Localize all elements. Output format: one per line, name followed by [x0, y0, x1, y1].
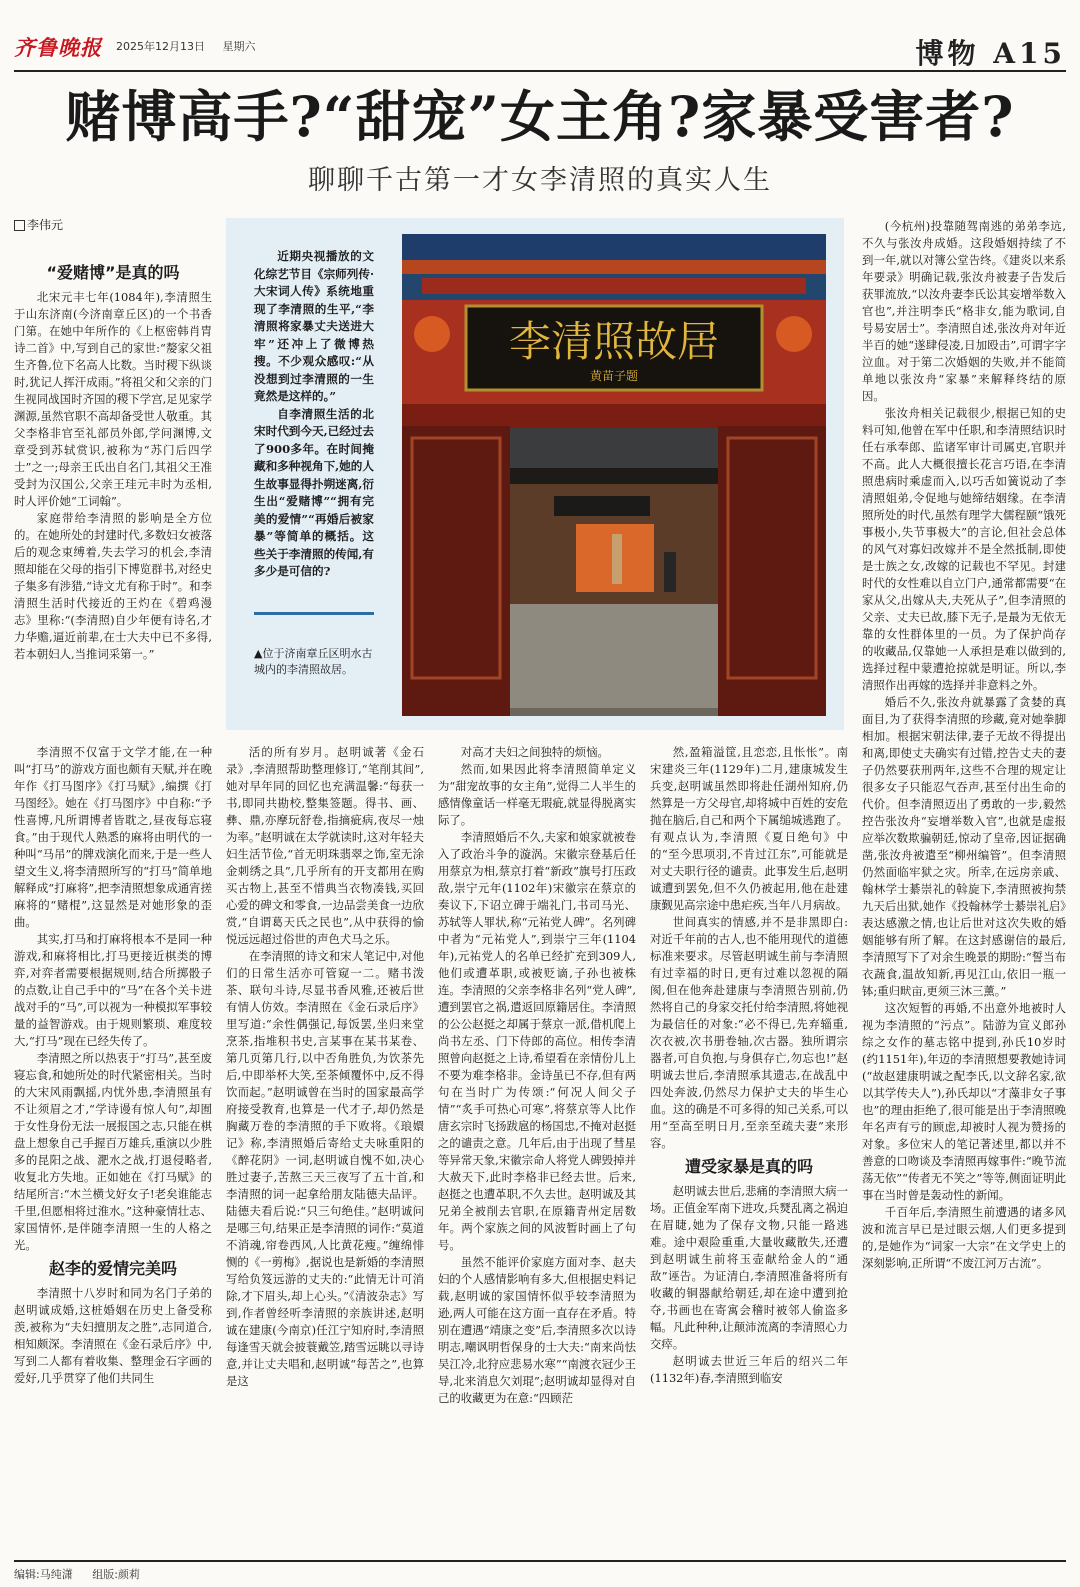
intro-text	[254, 248, 374, 581]
footer-credits	[14, 1566, 156, 1582]
intro-box	[226, 218, 844, 730]
footer-rule	[14, 1560, 1066, 1562]
issue-info	[116, 38, 270, 54]
paragraph: 虽然不能评价家庭方面对李、赵夫妇的个人感情影响有多大,但根据史料记载,赵明诚的家国情怀似乎较李清照为逊,两人可能在这方面一直存在矛盾。特别在遭遇“靖康之变”后,李清照多次以诗明志,嘲讽明哲保身的士大夫:“南来尚怯吴江冷,北狩应悲易水寒”“南渡衣冠少王导,北来消息欠刘琨”;赵明诚却显得对自己的收藏更为在意:“四顾茫	[438, 1255, 636, 1405]
paragraph: 赵明诚去世近三年后的绍兴二年(1132年)春,李清照到临安	[650, 1354, 848, 1385]
residence-photo	[402, 234, 826, 716]
paragraph: 这次短暂的再婚,不出意外地被时人视为李清照的“污点”。陆游为宣义郎孙综之女作的墓志铭中提到,孙氏10岁时(约1151年),年迈的李清照想要教她诗词(“故赵建康明诚之配李氏,以文辞名家,欲以其学传夫人”),孙氏却以“才藻非女子事也”的理由拒绝了,很可能是出于李清照晚年名声有亏的顾虑,却被时人视为赞扬的对象。多位宋人的笔记著述里,都以并不善意的口吻谈及李清照再嫁事件:“晚节流荡无依”“传者无不笑之”等等,侧面证明此事在当时曾是轰动性的新闻。	[862, 1001, 1066, 1202]
section-title-abuse: 遭受家暴是真的吗	[684, 1157, 813, 1176]
designer-credit: 组版:颜莉	[92, 1568, 140, 1581]
newspaper-logo: 齐鲁晚报	[14, 35, 102, 60]
paragraph: 赵明诚去世后,悲痛的李清照大病一场。正值金军南下进攻,兵燹乱离之祸迫在眉睫,她为了保存文物,只能一路逃难。途中艰险重重,大量收藏散失,还遭到赵明诚生前将玉壶献给金人的“通敌”诬告。为证清白,李清照准备将所有收藏的铜器献给朝廷,却在途中遭到抢夺,书画也在寄寓会稽时被邻人偷盗多幅。凡此种种,让颠沛流离的李清照心力交瘁。	[650, 1184, 848, 1351]
paragraph: 然而,如果因此将李清照简单定义为“甜宠故事的女主角”,觉得二人半生的感情像童话一样毫无瑕疵,就显得脱离实际了。	[438, 762, 636, 827]
paragraph: 婚后不久,张汝舟就暴露了贪婪的真面目,为了获得李清照的珍藏,竟对她拳脚相加。根据宋朝法律,妻子无故不得提出和离,即使丈夫确实有过错,控告丈夫的妻子仍然要获刑两年,这些不合理的规定让很多女子只能忍气吞声,甚至付出生命的代价。但李清照迈出了勇敢的一步,毅然控告张汝舟“妄增举数入官”,也就是虚报应举次数欺骗朝廷,惊动了皇帝,因证据确凿,张汝舟被遣至“柳州编管”。但李清照仍然面临牢狱之灾。所幸,在远房亲戚、翰林学士綦崇礼的斡旋下,李清照被拘禁九天后出狱,她作《投翰林学士綦崇礼启》表达感激之情,也让后世对这次失败的婚姻能够有所了解。在这封感谢信的最后,李清照写下了对余生晚景的期盼:“誓当布衣蔬食,温故知新,再见江山,依旧一瓶一钵;重归畎亩,更须三沐三薰。”	[862, 695, 1066, 998]
paragraph: 北宋元丰七年(1084年),李清照生于山东济南(今济南章丘区)的一个书香门第。在她中年所作的《上枢密韩肖胄诗二首》中,写到自己的家世:“嫠家父祖生齐鲁,位下名高人比数。当时稷下纵谈时,犹记人挥汗成雨。”将祖父和父亲的门生视同战国时齐国的稷下学宫,足见家学渊源,虽然官职不高却备受世人敬重。其父李格非官至礼部员外郎,学问渊博,文章受到苏轼赏识,被称为“苏门后四学士”之一;母亲王氏出自名门,其祖父王准受封为汉国公,父亲王珪元丰时为丞相,时人评价她“工词翰”。	[14, 290, 212, 508]
column-4	[650, 744, 848, 1387]
section-title-romance: 赵李的爱情完美吗	[48, 1259, 177, 1278]
paragraph: 在李清照的诗文和宋人笔记中,对他们的日常生活亦可管窥一二。赌书泼茶、联句斗诗,尽显书香风雅,还被后世有情人仿效。李清照在《金石录后序》里写道:“余性偶强记,每饭罢,坐归来堂烹茶,指堆积书史,言某事在某书某卷、第几页第几行,以中否角胜负,为饮茶先后,中即举杯大笑,至茶倾覆怀中,反不得饮而起。”赵明诚曾在当时的国家最高学府接受教育,也算是一代才子,却仍然是胸藏万卷的李清照的手下败将。《琅嬛记》称,李清照婚后寄给丈夫咏重阳的《醉花阴》一词,赵明诚自愧不如,决心胜过妻子,苦熬三天三夜写了五十首,和李清照的词一起拿给朋友陆德夫品评。陆德夫看后说:“只三句绝佳。”赵明诚问是哪三句,结果正是李清照的词作:“莫道不消魂,帘卷西风,人比黄花瘦。”缠绵悱恻的《一剪梅》,据说也是新婚的李清照写给负笈远游的丈夫的:“此情无计可消除,才下眉头,却上心头。”《清波杂志》写到,作者曾经听李清照的亲族讲述,赵明诚在建康(今南京)任江宁知府时,李清照每逢雪天就会披蓑戴笠,踏雪远眺以寻诗意,并让丈夫唱和,赵明诚“每苦之”,也算是这	[226, 949, 424, 1388]
paragraph: 对高才夫妇之间独特的烦恼。	[460, 745, 609, 759]
intro-divider	[254, 612, 374, 615]
paragraph: 张汝舟相关记载很少,根据已知的史料可知,他曾在军中任职,和李清照结识时任右承奉郎、监诸军审计司属吏,官职并不高。此人大概很擅长花言巧语,在李清照患病时乘虚而入,以巧舌如簧说动了李清照姐弟,令促地与她缔结姻缘。在李清照所处的时代,虽然有理学大儒程颐“饿死事极小,失节事极大”的言论,但社会总体的风气对寡妇改嫁并不是全然抵制,即使是士族之女,改嫁的记载也不罕见。封建时代的女性难以自立门户,通常都需要“在家从父,出嫁从夫,夫死从子”,但李清照的父亲、丈夫已故,膝下无子,是最为无依无靠的女性群体里的一员。为了保护尚存的收藏品,仅靠她一人承担是难以做到的,选择过程中蒙遭抢掠就是明证。所以,李清照作出再嫁的选择并非意料之外。	[862, 406, 1066, 692]
header-rule	[14, 70, 1066, 72]
photo-caption: ▲位于济南章丘区明水古城内的李清照故居。	[254, 647, 373, 676]
paragraph: 其实,打马和打麻将根本不是同一种游戏,和麻将相比,打马更接近棋类的博弈,对弈者需要根据规则,结合所掷骰子的点数,让自己手中的“马”在各个关卡进战对手的“马”,可以视为一种模拟军事较量的益智游戏。由于规则繁琐、难度较大,“打马”现在已经失传了。	[14, 932, 212, 1048]
issue-weekday: 星期六	[222, 40, 256, 53]
column-5	[862, 218, 1066, 1272]
column-2	[226, 744, 424, 1390]
editor-credit: 编辑:马纯潇	[14, 1568, 73, 1581]
column-1-top	[14, 258, 212, 663]
column-3	[438, 744, 636, 1407]
column-1-bottom	[14, 744, 212, 1387]
issue-date: 2025年12月13日	[116, 40, 205, 53]
paragraph: 家庭带给李清照的影响是全方位的。在她所处的封建时代,多数妇女被落后的观念束缚着,失去学习的机会,李清照却能在父母的指引下博览群书,对经史子集多有涉猎,“诗文尤有称于时”。和李清照生活时代接近的王灼在《碧鸡漫志》里称:“(李清照)自少年便有诗名,才力华赡,逼近前辈,在士大夫中已不多得,若本朝妇人,当推词采第一。”	[14, 511, 212, 661]
masthead	[14, 32, 1066, 68]
paragraph: 活的所有岁月。赵明诚著《金石录》,李清照帮助整理修订,“笔削其间”,她对早年同的回忆也充满温馨:“每获一书,即同共勘校,整集签题。得书、画、彝、鼎,亦摩玩舒卷,指摘疵病,夜尽一烛为率。”赵明诚在太学就读时,这对年轻夫妇生活节俭,“首无明珠翡翠之饰,室无涂金刺绣之具”,几乎所有的开支都用在购买古物上,甚至不惜典当衣物凑钱,买回心爱的碑文和零食,一边品尝美食一边欣赏,“自谓葛天氏之民也”,从中获得的愉悦远远超过俗世的声色犬马之乐。	[226, 745, 424, 946]
subheadline: 聊聊千古第一才女李清照的真实人生	[308, 165, 772, 196]
residence-photo-illustration	[402, 234, 826, 716]
paragraph: 世间真实的情感,并不是非黑即白:对近千年前的古人,也不能用现代的道德标准来要求。尽管赵明诚生前与李清照有过幸福的时日,更有过难以忽视的隔阂,但在他奔赴建康与李清照告别前,仍然将自己的身家交托付给李清照,将她视为最信任的对象:“必不得已,先弃辎重,次衣被,次书册卷轴,次古器。独所谓宗器者,可自负抱,与身俱存亡,勿忘也!”赵明诚去世后,李清照承其遗志,在战乱中四处奔波,仍然尽力保护丈夫的毕生心血。这的确是不可多得的知己关系,可以用“至高至明日月,至亲至疏夫妻”来形容。	[650, 915, 848, 1150]
byline-box-icon	[14, 220, 25, 231]
plaque-inscription: 黄苗子题	[589, 369, 639, 383]
paragraph: (今杭州)投靠随驾南逃的弟弟李迒,不久与张汝舟成婚。这段婚姻持续了不到一年,就以对簿公堂告终。《建炎以来系年要录》明确记载,张汝舟被妻子告发后获罪流放,“以汝舟妻李氏讼其妄增举数入官也”,并注明李氏“格非女,能为歌词,自号易安居士”。李清照自述,张汝舟对年近半百的她“遂肆侵凌,日加殴击”,可谓字字泣血。对于第二次婚姻的失败,并不能简单地以张汝舟“家暴”来解释终结的原因。	[862, 219, 1066, 403]
paragraph: 然,盈箱溢筐,且恋恋,且怅怅”。南宋建炎三年(1129年)二月,建康城发生兵变,赵明诚虽然即将赴任湖州知府,仍然算是一方父母官,却将城中百姓的安危抛在脑后,自己和两个下属缒城逃跑了。有观点认为,李清照《夏日绝句》中的“至今思项羽,不肯过江东”,可能就是对丈夫职行径的谴责。此事发生后,赵明诚遭到罢免,但不久仍被起用,他在赴建康觐见高宗途中患疟疾,当年八月病故。	[650, 745, 848, 912]
byline	[14, 216, 63, 233]
paragraph: 李清照婚后不久,夫家和娘家就被卷入了政治斗争的漩涡。宋徽宗登基后任用蔡京为相,蔡京打着“新政”旗号打压政敌,崇宁元年(1102年)宋徽宗在蔡京的奏议下,下诏立碑于端礼门,书司马光、苏轼等人罪状,称“元祐党人碑”。名列碑中者为“元祐党人”,到崇宁三年(1104年),元祐党人的名单已经扩充到309人,他们或遭革职,或被贬谪,子孙也被株连。李清照的父亲李格非名列“党人碑”,遭到罢官之祸,遣返回原籍居住。李清照的公公赵挺之却属于蔡京一派,借机爬上尚书左丞、门下侍郎的高位。相传李清照曾向赵挺之上诗,希望看在亲情份儿上不要为难李格非。金诗虽已不存,但有两句在当时广为传颂:“何况人间父子情”“炙手可热心可寒”,将蔡京等人比作唐玄宗时飞扬跋扈的杨国忠,不掩对赵挺之的谴责之意。几年后,由于出现了彗星等异常天象,宋徽宗命人将党人碑毁掉并大赦天下,此时李格非已经去世。后来,赵挺之也遭革职,不久去世。赵明诚及其兄弟全被削去官职,在原籍青州定居数年。两个家族之间的风波暂时画上了句号。	[438, 830, 636, 1252]
headline: 赌博高手?“甜宠”女主角?家暴受害者?	[65, 84, 1015, 149]
paragraph: 李清照之所以热衷于“打马”,甚至废寝忘食,和她所处的时代紧密相关。当时的大宋风雨飘摇,内忧外患,李清照虽有不让须眉之才,“学诗谩有惊人句”,却囿于女性身份无法一展报国之志,只能在棋盘上想象自己手握百万雄兵,重演以少胜多的昆阳之战、淝水之战,打退侵略者,收复北方失地。正如她在《打马赋》的结尾所言:“木兰横戈好女子!老矣谁能志千里,但愿相将过淮水。”这种豪情壮志、家国情怀,是伴随李清照一生的人格之光。	[14, 1051, 212, 1252]
section-page-label: 博物 A15	[915, 37, 1066, 70]
paragraph: 李清照十八岁时和同为名门子弟的赵明诚成婚,这桩婚姻在历史上备受称羡,被称为“夫妇擅朋友之胜”,志同道合,相知颇深。李清照在《金石录后序》中,写到二人都有着收集、整理金石字画的爱好,几乎贯穿了他们共同生	[14, 1286, 212, 1385]
intro-paragraph: 自李清照生活的北宋时代到今天,已经过去了900多年。在时间掩藏和多种视角下,她的人生故事显得扑朔迷离,衍生出“爱赌博”“拥有完美的爱情”“再婚后被家暴”等简单的概括。这些关于李清照的传闻,有多少是可信的?	[254, 406, 374, 578]
intro-paragraph: 近期央视播放的文化综艺节目《宗师列传·大宋词人传》系统地重现了李清照的生平,“李清照将家暴丈夫送进大牢”还冲上了微博热搜。不少观众感叹:“从没想到过李清照的一生竟然是这样的。”	[254, 249, 374, 403]
section-title-gambling: “爱赌博”是真的吗	[46, 263, 180, 282]
paragraph: 李清照不仅富于文学才能,在一种叫“打马”的游戏方面也颇有天赋,并在晚年作《打马图序》《打马赋》,编撰《打马图经》。她在《打马图序》中自称:“予性喜博,凡所谓博者皆耽之,昼夜每忘寝食。”由于现代人熟悉的麻将由明代的一种叫“马吊”的牌戏演化而来,于是一些人望文生义,将李清照所写的“打马”简单地解释成“打麻将”,把李清照想象成通宵搓麻将的“赌棍”,这显然是对她形象的歪曲。	[14, 745, 212, 929]
author-name: 李伟元	[27, 218, 64, 232]
paragraph: 千百年后,李清照生前遭遇的诸多风波和流言早已是过眼云烟,人们更多提到的,是她作为“词家一大宗”在文学史上的深刻影响,正所谓“不废江河万古流”。	[862, 1205, 1066, 1270]
plaque-text: 李清照故居	[508, 317, 720, 366]
